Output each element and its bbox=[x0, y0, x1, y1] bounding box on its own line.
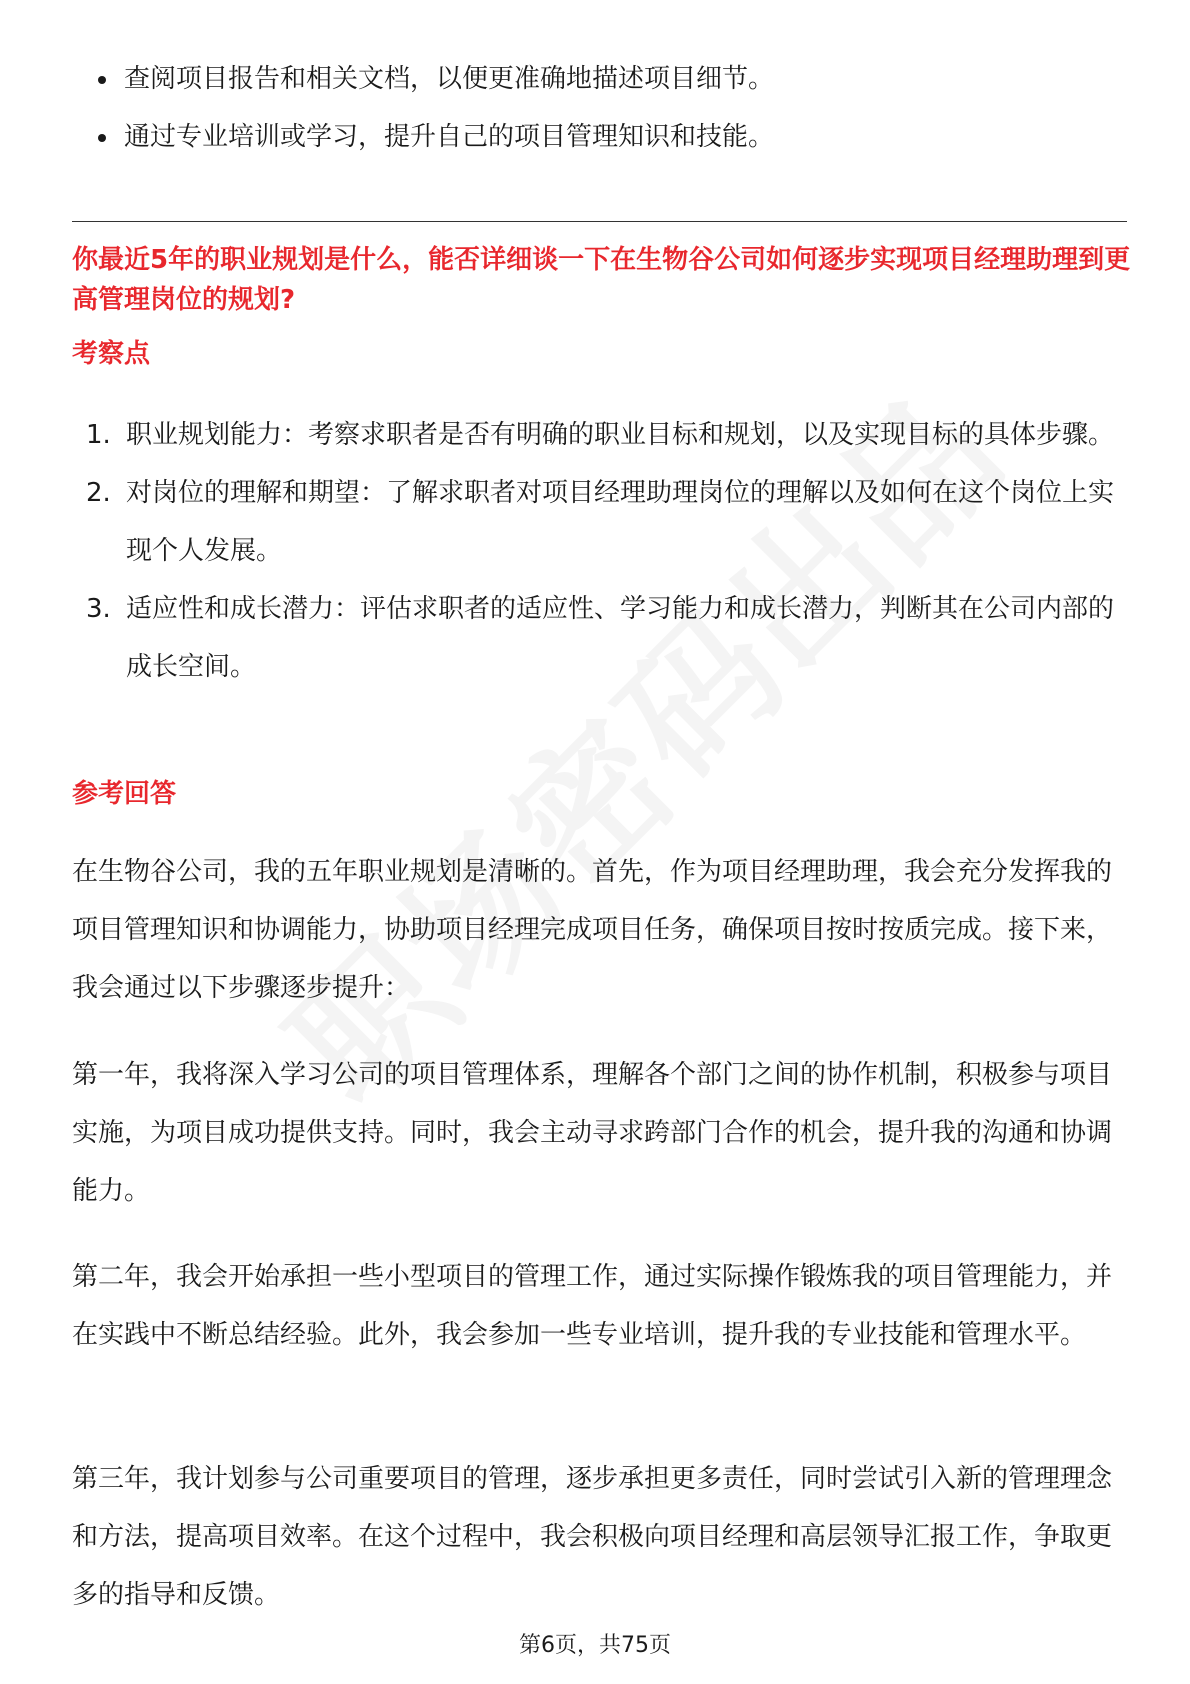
section-divider bbox=[72, 221, 1127, 222]
list-item bbox=[86, 580, 1126, 696]
page-number-footer: 第6页，共75页 bbox=[519, 1633, 671, 1658]
answer-paragraph: 第一年，我将深入学习公司的项目管理体系，理解各个部门之间的协作机制，积极参与项目实施，为项目成功提供支持。同时，我会主动寻求跨部门合作的机会，提升我的沟通和协调能力。 bbox=[72, 1060, 1113, 1206]
bullet-dot-icon bbox=[98, 76, 106, 84]
list-item-text: 适应性和成长潜力：评估求职者的适应性、学习能力和成长潜力，判断其在公司内部的成长空间。 bbox=[126, 594, 1115, 682]
list-item bbox=[86, 406, 1126, 464]
question-heading: 你最近5年的职业规划是什么，能否详细谈一下在生物谷公司如何逐步实现项目经理助理到更高管理岗位的规划? bbox=[72, 245, 1131, 315]
answer-paragraph: 第三年，我计划参与公司重要项目的管理，逐步承担更多责任，同时尝试引入新的管理理念和方法，提高项目效率。在这个过程中，我会积极向项目经理和高层领导汇报工作，争取更多的指导和反馈。 bbox=[72, 1464, 1113, 1610]
list-number: 1. bbox=[86, 420, 111, 450]
list-item bbox=[90, 118, 1130, 156]
answer-paragraph: 第二年，我会开始承担一些小型项目的管理工作，通过实际操作锻炼我的项目管理能力，并在实践中不断总结经验。此外，我会参加一些专业培训，提升我的专业技能和管理水平。 bbox=[72, 1262, 1113, 1350]
answer-paragraph: 在生物谷公司，我的五年职业规划是清晰的。首先，作为项目经理助理，我会充分发挥我的项目管理知识和协调能力，协助项目经理完成项目任务，确保项目按时按质完成。接下来，我会通过以下步骤逐步提升： bbox=[72, 857, 1113, 1003]
numbered-list bbox=[86, 406, 1126, 696]
list-number: 3. bbox=[86, 594, 111, 624]
section-heading-reference-answer: 参考回答 bbox=[72, 779, 177, 809]
list-item-text: 通过专业培训或学习，提升自己的项目管理知识和技能。 bbox=[124, 122, 775, 152]
list-number: 2. bbox=[86, 478, 111, 508]
section-heading-evaluation-points: 考察点 bbox=[72, 339, 151, 369]
bullet-list bbox=[90, 60, 1130, 176]
list-item-text: 职业规划能力：考察求职者是否有明确的职业目标和规划，以及实现目标的具体步骤。 bbox=[126, 420, 1115, 450]
list-item bbox=[86, 464, 1126, 580]
list-item-text: 对岗位的理解和期望：了解求职者对项目经理助理岗位的理解以及如何在这个岗位上实现个人发展。 bbox=[126, 478, 1115, 566]
list-item bbox=[90, 60, 1130, 98]
list-item-text: 查阅项目报告和相关文档，以便更准确地描述项目细节。 bbox=[124, 64, 775, 94]
bullet-dot-icon bbox=[98, 134, 106, 142]
